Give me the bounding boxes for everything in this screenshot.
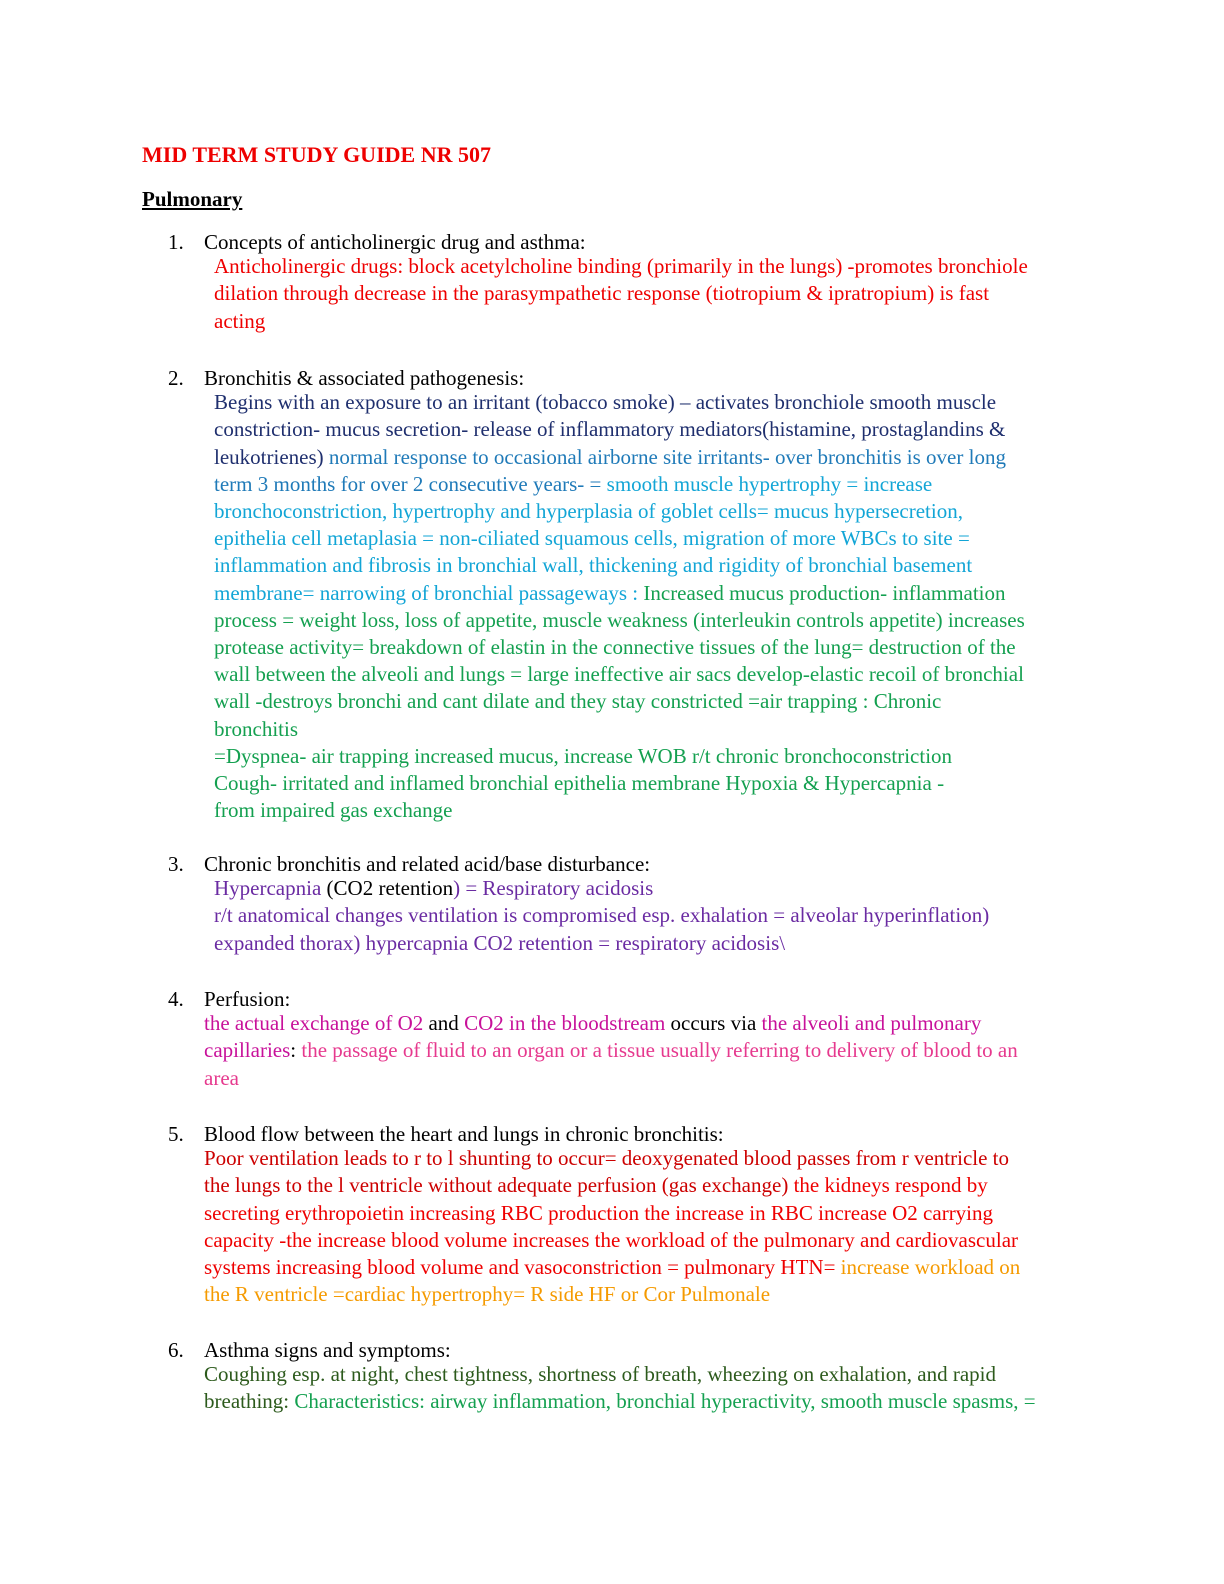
answer-text: Hypercapnia [214,876,327,901]
answer-text: the actual exchange of O2 [204,1011,429,1036]
answer-text: the alveoli and pulmonary [761,1011,982,1036]
answer-line [204,1254,1020,1281]
answer-text: capacity -the increase blood volume increases the workload of the pulmonary and cardiovascular [204,1227,1019,1252]
item-number: 4. [168,987,184,1011]
answer-text: and [428,1011,465,1036]
item-question: Bronchitis & associated pathogenesis: [204,366,525,390]
answer-text: leukotrienes) [214,444,329,469]
answer-text: process = weight loss, loss of appetite, muscle weakness (interleukin controls appetite) increases [214,607,1025,632]
answer-text: bronchoconstriction, hypertrophy and hyperplasia of goblet cells= mucus hypersecretion, [214,499,963,523]
item-number: 3. [168,852,184,876]
answer-text: ) = Respiratory acidosis [453,876,654,901]
answer-line [214,770,944,797]
answer-text: Coughing esp. at night, chest tightness, shortness of breath, wheezing on exhalation, and rapid [204,1362,997,1387]
answer-text: =Dyspnea- air trapping increased mucus, increase WOB r/t chronic bronchoconstriction [214,743,953,768]
answer-text: occurs via [670,1011,762,1036]
answer-text: epithelia cell metaplasia = non-ciliated squamous cells, migration of more WBCs to site = [214,526,970,551]
item-question: Blood flow between the heart and lungs in chronic bronchitis: [204,1122,724,1146]
answer-line [214,253,1028,280]
answer-line [214,634,1016,661]
answer-text: dilation through decrease in the parasympathetic response (tiotropium & ipratropium) is fast [214,281,990,306]
answer-line [204,1172,988,1199]
answer-text: expanded thorax) hypercapnia CO2 retention = respiratory acidosis\ [214,930,786,955]
answer-line [204,1281,770,1308]
answer-text: wall -destroys bronchi and cant dilate and they stay constricted =air trapping : Chronic [214,689,942,714]
item-question: Concepts of anticholinergic drug and asthma: [204,230,586,254]
answer-text: (CO2 retention [326,876,454,901]
answer-text: membrane= narrowing of bronchial passageways : [214,580,644,605]
item-number: 5. [168,1122,184,1146]
answer-line [214,930,785,957]
answer-line [214,716,298,743]
answer-text: increase workload on [840,1255,1021,1279]
answer-text: wall between the alveoli and lungs = large ineffective air sacs develop-elastic recoil of bronchial [214,662,1024,687]
item-question: Asthma signs and symptoms: [204,1338,451,1362]
answer-text: Cough- irritated and inflamed bronchial epithelia membrane Hypoxia & Hypercapnia - [214,771,945,795]
section-heading: Pulmonary [142,187,243,211]
answer-line [204,1200,993,1227]
answer-line [214,607,1025,634]
answer-text: the kidneys respond by [793,1173,988,1198]
item-question: Perfusion: [204,987,291,1011]
answer-line [204,1145,1009,1172]
answer-text: the R ventricle =cardiac hypertrophy= R side HF or Cor Pulmonale [204,1282,771,1307]
answer-text: inflammation and fibrosis in bronchial wall, thickening and rigidity of bronchial basement [214,553,973,578]
answer-line [204,1388,1036,1415]
answer-text: the lungs to the l ventricle without adequate perfusion (gas exchange) [204,1173,794,1198]
answer-line [204,1010,981,1037]
answer-line [214,902,989,929]
answer-text: Characteristics: airway inflammation, bronchial hyperactivity, smooth muscle spasms, = [294,1389,1036,1414]
answer-line [214,552,972,579]
answer-text: Anticholinergic drugs: block acetylcholine binding (primarily in the lungs) -promotes bronchiole [214,254,1028,279]
answer-line [214,525,970,552]
item-number: 2. [168,366,184,390]
answer-line [214,471,932,498]
answer-text: Poor ventilation leads to r to l shunting to occur= deoxygenated blood passes from r ventricle to [204,1146,1010,1171]
answer-line [214,688,941,715]
answer-line [214,743,952,770]
answer-line [214,797,453,824]
item-question: Chronic bronchitis and related acid/base disturbance: [204,852,651,876]
item-number: 1. [168,230,184,254]
answer-text: capillaries [204,1038,291,1063]
answer-text: area [204,1065,239,1090]
item-number: 6. [168,1338,184,1362]
answer-text: constriction- mucus secretion- release of inflammatory mediators(histamine, prostaglandins & [214,417,1006,442]
answer-line [214,661,1024,688]
answer-line [214,498,963,525]
answer-text: acting [214,308,266,333]
answer-text: the passage of fluid to an organ or a tissue usually referring to delivery of blood to an [301,1038,1018,1063]
answer-text: normal response to occasional airborne site irritants- over bronchitis is over long [328,444,1006,469]
answer-text: smooth muscle hypertrophy = increase [606,471,933,496]
answer-line [214,389,996,416]
answer-line [204,1065,239,1092]
answer-text: breathing: [204,1389,295,1414]
answer-text: r/t anatomical changes ventilation is compromised esp. exhalation = alveolar hyperinflation) [214,903,990,928]
answer-text: secreting erythropoietin increasing RBC production the increase in RBC increase O2 carrying [204,1200,994,1225]
answer-line [214,416,1005,443]
answer-text: Begins with an exposure to an irritant (tobacco smoke) – activates bronchiole smooth muscle [214,390,997,415]
answer-text: CO2 in the bloodstream [464,1011,671,1036]
answer-text: systems increasing blood volume and vasoconstriction = pulmonary HTN= [204,1255,841,1279]
answer-text: protease activity= breakdown of elastin in the connective tissues of the lung= destruction of the [214,635,1016,659]
answer-line [214,280,989,307]
answer-line [214,308,265,335]
answer-line [214,875,653,902]
answer-text: bronchitis [214,716,298,741]
answer-line [204,1227,1018,1254]
answer-text: from impaired gas exchange [214,798,453,823]
answer-text: term 3 months for over 2 consecutive years- = [214,471,607,496]
document-title: MID TERM STUDY GUIDE NR 507 [142,142,491,167]
answer-line [204,1037,1018,1064]
answer-line [214,444,1006,471]
answer-line [204,1361,996,1388]
answer-text: : [290,1038,302,1063]
answer-line [214,580,1006,607]
answer-text: Increased mucus production- inflammation [643,580,1006,605]
